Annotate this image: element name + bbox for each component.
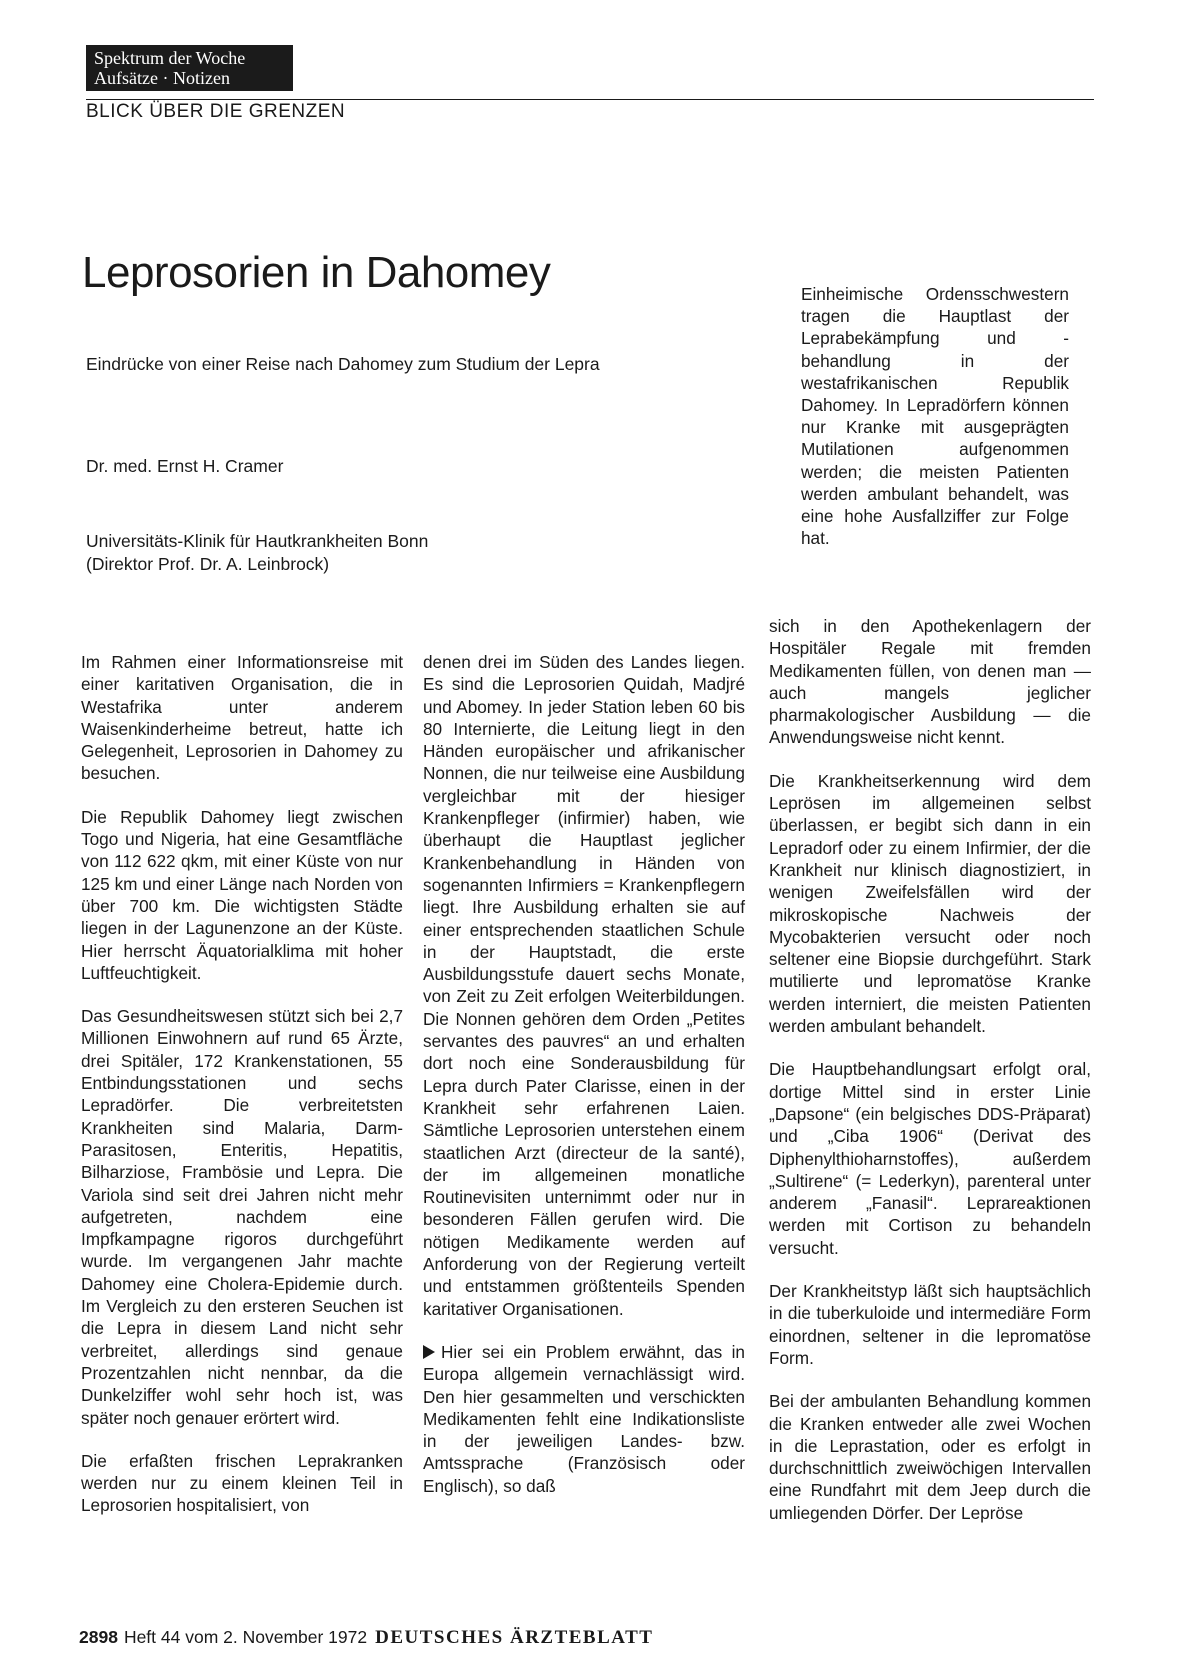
journal-name: DEUTSCHES ÄRZTEBLATT — [375, 1627, 654, 1648]
text-column-1 — [81, 651, 403, 1538]
badge-line-2: Aufsätze · Notizen — [94, 68, 230, 88]
page-footer — [79, 1627, 653, 1649]
paragraph: Das Gesundheitswesen stützt sich bei 2,7 Millionen Einwohnern auf rund 65 Ärzte, drei Spitäler, 172 Krankenstationen, 55 Entbindungsstationen und sechs Lepradörfer. Die verbreitetsten Krankheiten sind Malaria, Darm-Parasitosen, Enteritis, Hepatitis, Bilharziose, Frambösie und Lepra. Die Variola sind seit drei Jahren nicht mehr aufgetreten, nachdem eine Impfkampagne rigoros durchgeführt wurde. Im vergangenen Jahr machte Dahomey eine Cholera-Epidemie durch. Im Vergleich zu den ersteren Seuchen ist die Lepra in diesem Land nicht sehr verbreitet, allerdings sind genaue Prozentzahlen nicht nennbar, da die Dunkelziffer wohl sehr hoch ist, was später noch genauer erörtert wird. — [81, 1006, 403, 1428]
paragraph: Die Krankheitserkennung wird dem Leprösen im allgemeinen selbst überlassen, er begibt sich dann in ein Lepradorf oder zu einem Infirmier, der die Krankheit nur klinisch diagnostiziert, in wenigen Zweifelsfällen wird der mikroskopische Nachweis der Mycobakterien versucht oder noch seltener eine Biopsie durchgeführt. Stark mutilierte und lepromatöse Kranke werden interniert, die meisten Patienten werden ambulant behandelt. — [769, 770, 1091, 1037]
paragraph: denen drei im Süden des Landes liegen. Es sind die Leprosorien Quidah, Madjré und Abomey. In jeder Station leben 60 bis 80 Internierte, die Leitung liegt in den Händen europäischer und afrikanischer Nonnen, die nur teilweise eine Ausbildung vergleichbar mit der hiesiger Krankenpfleger (infirmier) haben, wie überhaupt die Hauptlast jeglicher Krankenbehandlung in Händen von sogenannten Infirmiers = Krankenpflegern liegt. Ihre Ausbildung erhalten sie auf einer entsprechenden staatlichen Schule in der Hauptstadt, die erste Ausbildungsstufe dauert sechs Monate, von Zeit zu Zeit erfolgen Weiterbildungen. Die Nonnen gehören dem Orden „Petites servantes des pauvres“ an und erhalten dort noch eine Sonderausbildung für Lepra durch Pater Clarisse, einen in der Krankheit sehr erfahrenen Laien. Sämtliche Leprosorien unterstehen einem staatlichen Arzt (directeur de la santé), der im allgemeinen monatliche Routinevisiten unternimmt oder nur in besonderen Fällen gerufen wird. Die nötigen Medikamente werden auf Anforderung von der Regierung verteilt und entstammen größtenteils Spenden karitativer Organisationen. — [423, 652, 745, 1319]
author-name: Dr. med. Ernst H. Cramer — [86, 456, 284, 476]
paragraph: sich in den Apothekenlagern der Hospitäler Regale mit fremden Medikamenten füllen, von denen man — auch mangels jeglicher pharmakologischer Ausbildung — die Anwendungsweise nicht kennt. — [769, 616, 1091, 748]
affiliation-line-1: Universitäts-Klinik für Hautkrankheiten Bonn — [86, 531, 429, 551]
section-label: BLICK ÜBER DIE GRENZEN — [86, 101, 346, 122]
article-title: Leprosorien in Dahomey — [82, 248, 551, 297]
article-abstract: Einheimische Ordensschwestern tragen die Hauptlast der Leprabekämpfung und -behandlung in der westafrikanischen Republik Dahomey. In Lepradörfern können nur Kranke mit ausgeprägten Mutilationen aufgenommen werden; die meisten Patienten werden ambulant behandelt, was eine hohe Ausfallziffer zur Folge hat. — [801, 284, 1069, 549]
header-rule — [86, 99, 1094, 100]
affiliation-line-2: (Direktor Prof. Dr. A. Leinbrock) — [86, 554, 330, 574]
paragraph: Bei der ambulanten Behandlung kommen die Kranken entweder alle zwei Wochen in die Leprastation, oder es erfolgt in durchschnittlich zweiwöchigen Intervallen eine Rundfahrt mit dem Jeep durch die umliegenden Dörfer. Der Lepröse — [769, 1391, 1091, 1523]
issue-info: Heft 44 vom 2. November 1972 — [123, 1627, 368, 1647]
text-column-3 — [769, 615, 1091, 1545]
paragraph: Im Rahmen einer Informationsreise mit einer karitativen Organisation, die in Westafrika unter anderem Waisenkinderheime betreut, hatte ich Gelegenheit, Leprosorien in Dahomey zu besuchen. — [81, 652, 403, 784]
page-number: 2898 — [79, 1627, 118, 1647]
badge-line-1: Spektrum der Woche — [94, 48, 246, 68]
paragraph-text: Hier sei ein Problem erwähnt, das in Europa allgemein vernachlässigt wird. Den hier gesammelten und verschickten Medikamenten fehlt eine Indikationsliste in der jeweiligen Landes- bzw. Amtssprache (Französisch oder Englisch), so daß — [423, 1341, 745, 1496]
author-affiliation — [86, 530, 428, 576]
paragraph: Die Hauptbehandlungsart erfolgt oral, dortige Mittel sind in erster Linie „Dapsone“ (ein belgisches DDS-Präparat) und „Ciba 1906“ (Derivat des Diphenylthioharnstoffes), außerdem „Sultirene“ (= Lederkyn), parenteral unter anderem „Fanasil“. Leprareaktionen werden mit Cortison zu behandeln versucht. — [769, 1059, 1091, 1258]
text-column-2 — [423, 651, 745, 1518]
paragraph: Der Krankheitstyp läßt sich hauptsächlich in die tuberkuloide und intermediäre Form einordnen, seltener in die lepromatöse Form. — [769, 1281, 1091, 1368]
paragraph-with-marker — [423, 1341, 745, 1497]
paragraph: Die Republik Dahomey liegt zwischen Togo und Nigeria, hat eine Gesamtfläche von 112 622 qkm, mit einer Küste von nur 125 km und einer Länge nach Norden von über 700 km. Die wichtigsten Städte liegen in der Lagunenzone an der Küste. Hier herrscht Äquatorialklima mit hoher Luftfeuchtigkeit. — [81, 806, 403, 983]
article-subtitle: Eindrücke von einer Reise nach Dahomey zum Studium der Lepra — [86, 354, 600, 374]
paragraph: Die erfaßten frischen Leprakranken werden nur zu einem kleinen Teil in Leprosorien hospitalisiert, von — [81, 1450, 403, 1516]
triangle-marker-icon — [423, 1345, 435, 1359]
section-badge — [86, 45, 293, 91]
